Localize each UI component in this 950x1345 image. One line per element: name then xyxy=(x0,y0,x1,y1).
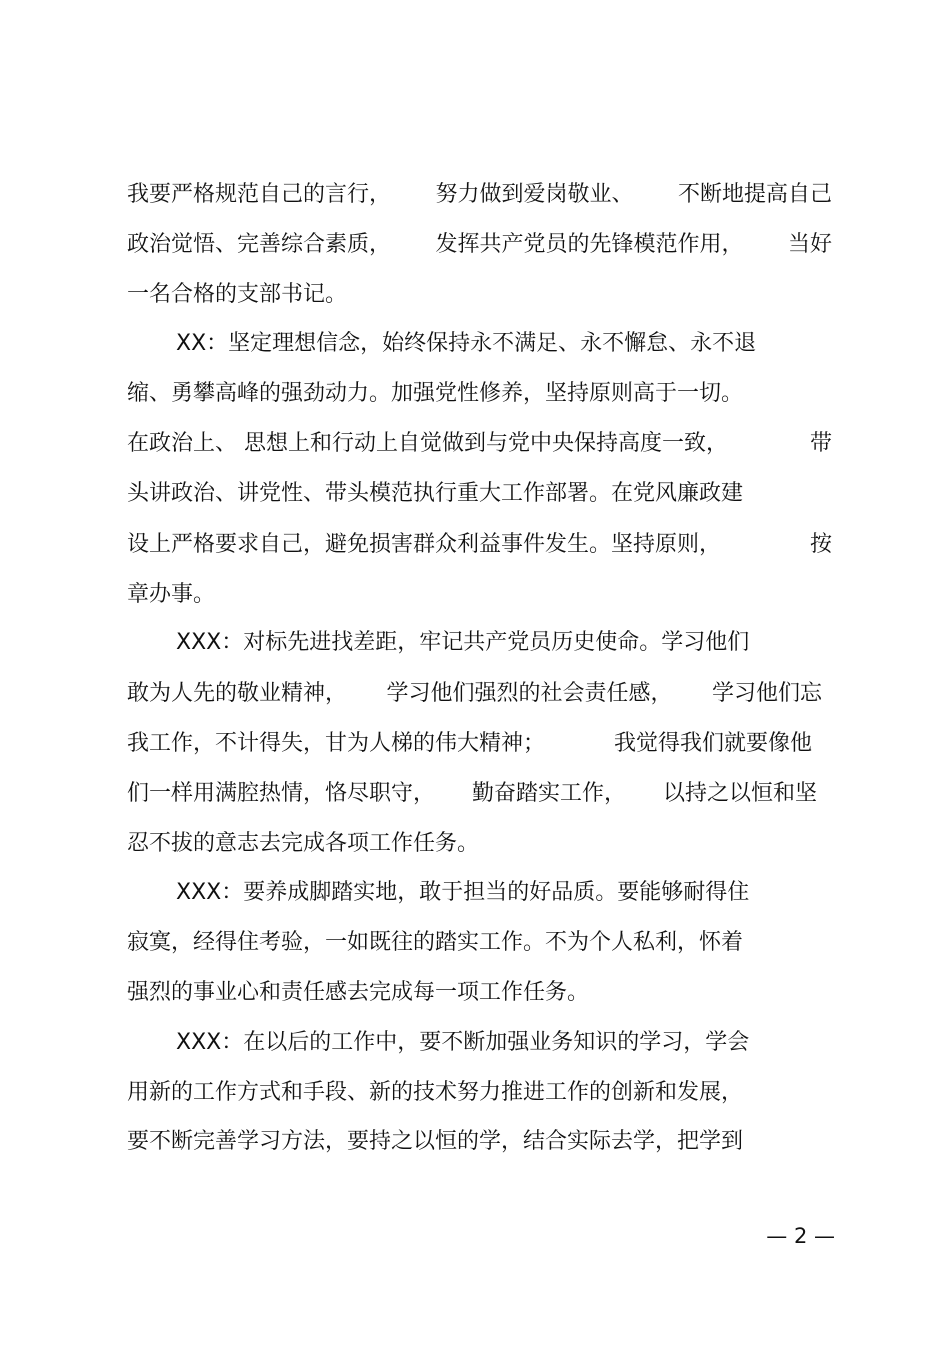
text-segment: 以持之以恒和坚 xyxy=(662,781,817,806)
text-line xyxy=(176,628,776,658)
text-segment: 用新的工作方式和手段、新的技术努力推进工作的创新和发展， xyxy=(127,1080,744,1105)
text-segment: 带 xyxy=(809,431,832,456)
text-segment: 忍不拔的意志去完成各项工作任务。 xyxy=(127,831,480,856)
text-line xyxy=(127,978,832,1008)
text-line xyxy=(127,729,812,759)
text-segment: 我工作，不计得失，甘为人梯的伟大精神； xyxy=(127,731,546,756)
text-line xyxy=(127,779,817,809)
text-segment: 章办事。 xyxy=(127,582,216,607)
text-segment: 学习他们忘 xyxy=(711,681,822,706)
text-segment: 按 xyxy=(809,532,832,557)
text-segment: 我觉得我们就要像他 xyxy=(613,731,812,756)
text-segment: 寂寞，经得住考验，一如既往的踏实工作。不为个人私利，怀着 xyxy=(127,930,744,955)
text-line xyxy=(176,1028,776,1058)
text-segment: 发挥共产党员的先锋模范作用， xyxy=(435,232,744,257)
text-segment: 强烈的事业心和责任感去完成每一项工作任务。 xyxy=(127,980,590,1005)
text-line xyxy=(127,530,832,560)
text-segment: 学习他们强烈的社会责任感， xyxy=(386,681,673,706)
text-line xyxy=(127,180,832,210)
text-segment: 在政治上、 思想上和行动上自觉做到与党中央保持高度一致， xyxy=(127,431,728,456)
text-line xyxy=(176,329,776,359)
text-segment: 要不断完善学习方法，要持之以恒的学，结合实际去学，把学到 xyxy=(127,1129,744,1154)
text-segment: 当好 xyxy=(787,232,832,257)
text-segment: XX：坚定理想信念，始终保持永不满足、永不懈怠、永不退 xyxy=(176,331,757,356)
text-segment: XXX：对标先进找差距，牢记共产党员历史使命。学习他们 xyxy=(176,630,750,655)
text-line xyxy=(127,1127,777,1157)
text-line xyxy=(127,429,832,459)
text-line xyxy=(176,878,776,908)
text-segment: 头讲政治、讲党性、带头模范执行重大工作部署。在党风廉政建 xyxy=(127,481,744,506)
text-line xyxy=(127,580,832,610)
text-segment: 设上严格要求自己，避免损害群众利益事件发生。坚持原则， xyxy=(127,532,722,557)
page-number: — 2 — xyxy=(766,1224,835,1248)
text-segment: 我要严格规范自己的言行， xyxy=(127,182,392,207)
text-segment: XXX：在以后的工作中，要不断加强业务知识的学习，学会 xyxy=(176,1030,750,1055)
text-segment: XXX：要养成脚踏实地，敢于担当的好品质。要能够耐得住 xyxy=(176,880,750,905)
text-line xyxy=(127,679,822,709)
text-line xyxy=(127,479,777,509)
text-segment: 勤奋踏实工作， xyxy=(471,781,626,806)
text-line xyxy=(127,928,777,958)
text-segment: 缩、勇攀高峰的强劲动力。加强党性修养，坚持原则高于一切。 xyxy=(127,381,744,406)
text-segment: 敢为人先的敬业精神， xyxy=(127,681,348,706)
text-segment: 们一样用满腔热情，恪尽职守， xyxy=(127,781,436,806)
text-line xyxy=(127,829,832,859)
text-line xyxy=(127,1078,777,1108)
text-segment: 努力做到爱岗敬业、 xyxy=(435,182,634,207)
text-line xyxy=(127,379,777,409)
text-segment: 政治觉悟、完善综合素质， xyxy=(127,232,392,257)
text-line xyxy=(127,280,832,310)
text-line xyxy=(127,230,832,260)
text-segment: 一名合格的支部书记。 xyxy=(127,282,348,307)
text-segment: 不断地提高自己 xyxy=(677,182,832,207)
